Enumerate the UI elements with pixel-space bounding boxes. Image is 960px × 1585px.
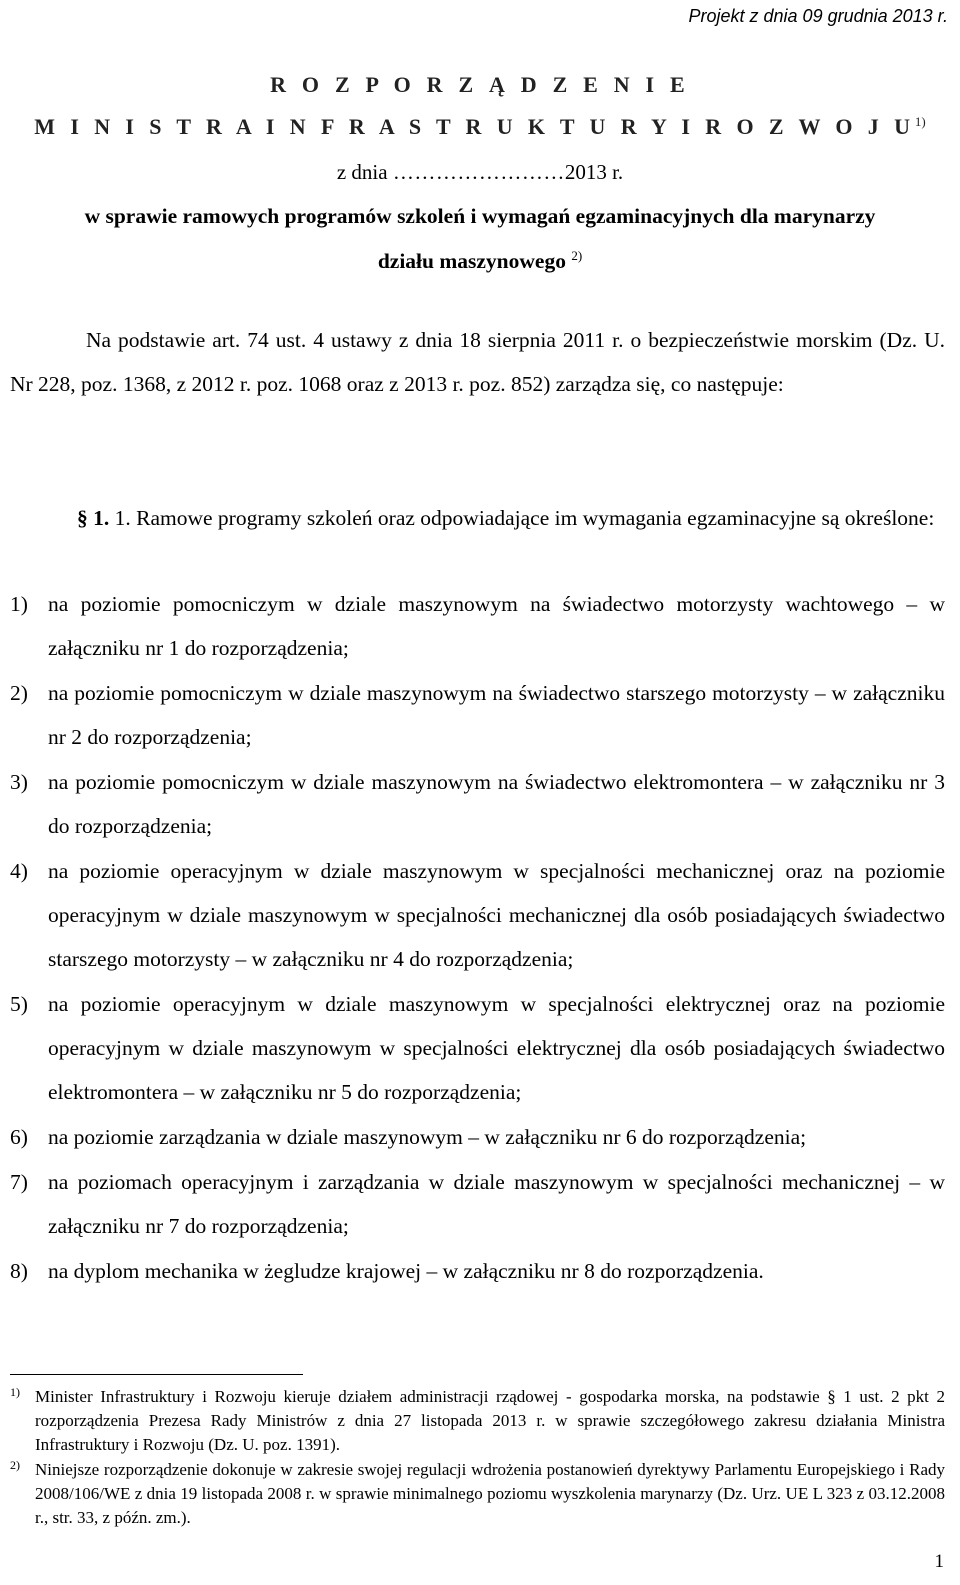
list-item-number: 3) <box>10 770 28 794</box>
document-type-title: R O Z P O R Z Ą D Z E N I E <box>270 72 690 97</box>
list-item-number: 1) <box>10 592 28 616</box>
list-item-text: na poziomie pomocniczym w dziale maszynowym na świadectwo motorzysty wachtowego – w załączniku nr 1 do rozporządzenia; <box>48 592 945 660</box>
minister-title-text: M I N I S T R A I N F R A S T R U K T U R Y I R O Z W O J U <box>34 114 915 139</box>
page-number: 1 <box>934 1551 944 1572</box>
footnotes <box>10 1385 945 1531</box>
list-item-number: 8) <box>10 1259 28 1283</box>
list-item <box>10 849 945 981</box>
list-item-text: na poziomie operacyjnym w dziale maszynowym w specjalności mechanicznej oraz na poziomie operacyjnym w dziale maszynowym w specjalności mechanicznej dla osób posiadających świadectwo starszego motorzysty – w załączniku nr 4 do rozporządzenia; <box>48 859 945 971</box>
footnote-ref-1: 1) <box>914 114 926 129</box>
list-item <box>10 582 945 670</box>
minister-title <box>0 114 960 140</box>
preamble <box>10 318 945 406</box>
list-item <box>10 1160 945 1248</box>
list-item-number: 4) <box>10 859 28 883</box>
paragraph-text: Ramowe programy szkoleń oraz odpowiadające im wymagania egzaminacyjne są określone: <box>136 506 935 530</box>
list-item <box>10 671 945 759</box>
list-item-number: 6) <box>10 1125 28 1149</box>
subject-line-1: w sprawie ramowych programów szkoleń i wymagań egzaminacyjnych dla marynarzy <box>84 204 876 228</box>
list-item-number: 2) <box>10 681 28 705</box>
paragraph-indent <box>10 506 77 530</box>
preamble-indent <box>10 328 86 352</box>
footnote-separator <box>10 1374 303 1375</box>
subject-line-2 <box>0 248 960 274</box>
list-item-text: na poziomie zarządzania w dziale maszynowym – w załączniku nr 6 do rozporządzenia; <box>48 1125 807 1149</box>
section-mark: § 1. <box>77 506 110 530</box>
footnote-mark: 1) <box>10 1385 20 1399</box>
list-item <box>10 982 945 1114</box>
paragraph-1 <box>10 496 945 540</box>
subject-line-2-text: działu maszynowego <box>377 249 566 273</box>
preamble-text: Na podstawie art. 74 ust. 4 ustawy z dnia 18 sierpnia 2011 r. o bezpieczeństwie morskim (Dz. U. Nr 228, poz. 1368, z 2012 r. poz. 1068 oraz z 2013 r. poz. 852) zarządza się, co następuje: <box>10 328 945 396</box>
paragraph-1-body <box>10 496 945 540</box>
program-list <box>10 582 945 1294</box>
footnote-text: Niniejsze rozporządzenie dokonuje w zakresie swojej regulacji wdrożenia postanowień dyrektywy Parlamentu Europejskiego i Rady 2008/106/WE z dnia 19 listopada 2008 r. w sprawie minimalnego poziomu wyszkolenia marynarzy (Dz. Urz. UE L 323 z 03.12.2008 r., str. 33, z późn. zm.). <box>35 1460 945 1527</box>
clause-number: 1. <box>114 506 131 530</box>
list-item-number: 7) <box>10 1170 28 1194</box>
footnote-2 <box>10 1458 945 1530</box>
list-item-text: na poziomie operacyjnym w dziale maszynowym w specjalności elektrycznej oraz na poziomie operacyjnym w dziale maszynowym w specjalności elektrycznej dla osób posiadających świadectwo elektromontera – w załączniku nr 5 do rozporządzenia; <box>48 992 945 1104</box>
list-item-text: na poziomach operacyjnym i zarządzania w dziale maszynowym w specjalności mechanicznej – w załączniku nr 7 do rozporządzenia; <box>48 1170 945 1238</box>
footnote-1 <box>10 1385 945 1457</box>
date-year: 2013 r. <box>564 160 624 184</box>
list-item-text: na poziomie pomocniczym w dziale maszynowym na świadectwo starszego motorzysty – w załączniku nr 2 do rozporządzenia; <box>48 681 945 749</box>
footnote-ref-2: 2) <box>571 248 583 263</box>
footnote-text: Minister Infrastruktury i Rozwoju kieruje działem administracji rządowej - gospodarka morska, na podstawie § 1 ust. 2 pkt 2 rozporządzenia Prezesa Rady Ministrów z dnia 27 listopada 2013 r. w sprawie szczegółowego zakresu działania Ministra Infrastruktury i Rozwoju (Dz. U. poz. 1391). <box>35 1387 945 1454</box>
list-item <box>10 1115 945 1159</box>
list-item-text: na dyplom mechanika w żegludze krajowej – w załączniku nr 8 do rozporządzenia. <box>48 1259 764 1283</box>
list-item <box>10 1249 945 1293</box>
list-item-text: na poziomie pomocniczym w dziale maszynowym na świadectwo elektromontera – w załączniku nr 3 do rozporządzenia; <box>48 770 945 838</box>
list-item <box>10 760 945 848</box>
footnote-mark: 2) <box>10 1458 20 1472</box>
date-prefix: z dnia <box>336 160 388 184</box>
date-placeholder: …………………… <box>392 160 565 184</box>
draft-date-note: Projekt z dnia 09 grudnia 2013 r. <box>688 6 948 26</box>
date-line <box>0 160 960 185</box>
list-item-number: 5) <box>10 992 28 1016</box>
